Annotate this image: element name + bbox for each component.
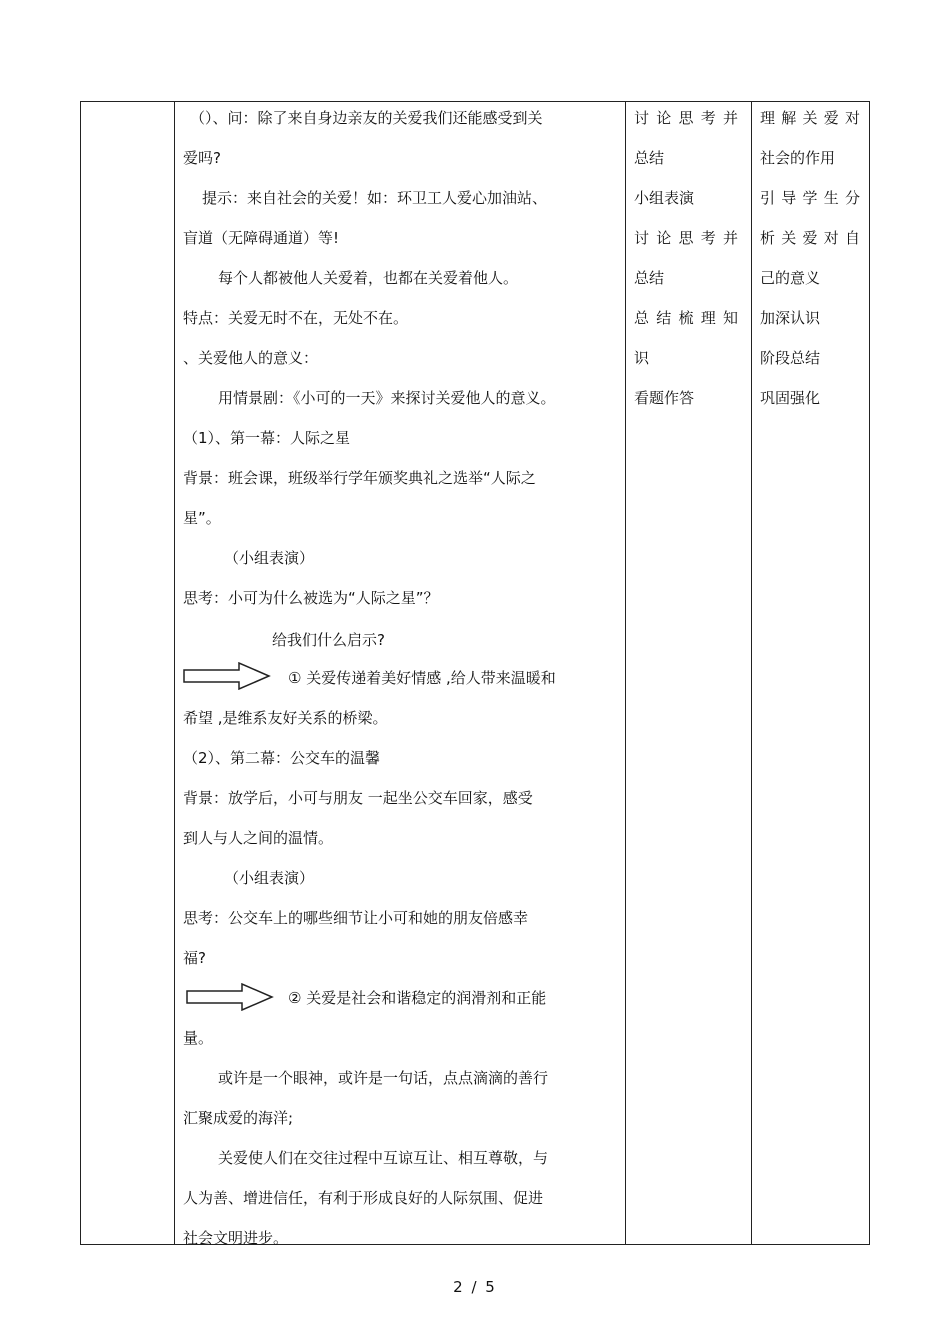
column-divider	[625, 102, 626, 1244]
purpose-line: 析 关 爱 对 自	[760, 229, 860, 247]
purpose-line: 加深认识	[760, 309, 821, 327]
content-line: 星”。	[183, 509, 221, 527]
content-line: 每个人都被他人关爱着，也都在关爱着他人。	[218, 269, 519, 287]
content-line: 人为善、增进信任，有利于形成良好的人际氛围、促进	[183, 1189, 544, 1207]
activity-line: 总结	[634, 269, 665, 287]
column-divider	[751, 102, 752, 1244]
activity-line: 小组表演	[634, 189, 695, 207]
page-number: 2 / 5	[453, 1278, 497, 1296]
activity-line: 总结	[634, 149, 665, 167]
content-line: 给我们什么启示?	[272, 631, 385, 649]
content-line: 、关爱他人的意义：	[183, 349, 319, 367]
content-line: （小组表演）	[224, 869, 315, 887]
content-line: ① 关爱传递着美好情感 ,给人带来温暖和	[288, 669, 556, 687]
lesson-table	[80, 101, 870, 1245]
purpose-line: 引 导 学 生 分	[760, 189, 860, 207]
content-line: 盲道（无障碍通道）等!	[183, 229, 340, 247]
content-line: ② 关爱是社会和谐稳定的润滑剂和正能	[288, 989, 547, 1007]
activity-line: 讨 论 思 考 并	[634, 109, 738, 127]
content-line: 背景：放学后，小可与朋友 一起坐公交车回家，感受	[183, 789, 533, 807]
content-line: 汇聚成爱的海洋;	[183, 1109, 294, 1127]
purpose-line: 阶段总结	[760, 349, 821, 367]
content-line: （1）、第一幕：人际之星	[183, 429, 351, 447]
activity-line: 总 结 梳 理 知	[634, 309, 738, 327]
content-line: 福?	[183, 949, 206, 967]
right-arrow-icon	[186, 983, 274, 1011]
content-line: 思考：公交车上的哪些细节让小可和她的朋友倍感幸	[183, 909, 529, 927]
right-arrow-icon	[183, 662, 271, 690]
content-line: 提示：来自社会的关爱！如：环卫工人爱心加油站、	[202, 189, 548, 207]
content-line: 或许是一个眼神，或许是一句话，点点滴滴的善行	[218, 1069, 549, 1087]
activity-line: 识	[634, 349, 650, 367]
content-line: （2）、第二幕：公交车的温馨	[183, 749, 381, 767]
purpose-line: 社会的作用	[760, 149, 836, 167]
content-line: 思考：小可为什么被选为“人际之星”？	[183, 589, 439, 607]
purpose-line: 理 解 关 爱 对	[760, 109, 860, 127]
column-divider	[174, 102, 175, 1244]
content-line: （）、问：除了来自身边亲友的关爱我们还能感受到关	[190, 109, 543, 127]
purpose-line: 巩固强化	[760, 389, 821, 407]
purpose-line: 己的意义	[760, 269, 821, 287]
content-line: 到人与人之间的温情。	[183, 829, 334, 847]
content-line: 特点：关爱无时不在，无处不在。	[183, 309, 409, 327]
activity-line: 讨 论 思 考 并	[634, 229, 738, 247]
content-line: 希望 ,是维系友好关系的桥梁。	[183, 709, 388, 727]
content-line: 爱吗?	[183, 149, 221, 167]
content-line: （小组表演）	[224, 549, 315, 567]
content-line: 用情景剧：《小可的一天》来探讨关爱他人的意义。	[218, 389, 556, 407]
content-line: 关爱使人们在交往过程中互谅互让、相互尊敬，与	[218, 1149, 549, 1167]
content-line: 背景：班会课，班级举行学年颁奖典礼之选举“人际之	[183, 469, 536, 487]
activity-line: 看题作答	[634, 389, 695, 407]
content-line: 社会文明进步。	[183, 1229, 289, 1247]
content-line: 量。	[183, 1029, 214, 1047]
